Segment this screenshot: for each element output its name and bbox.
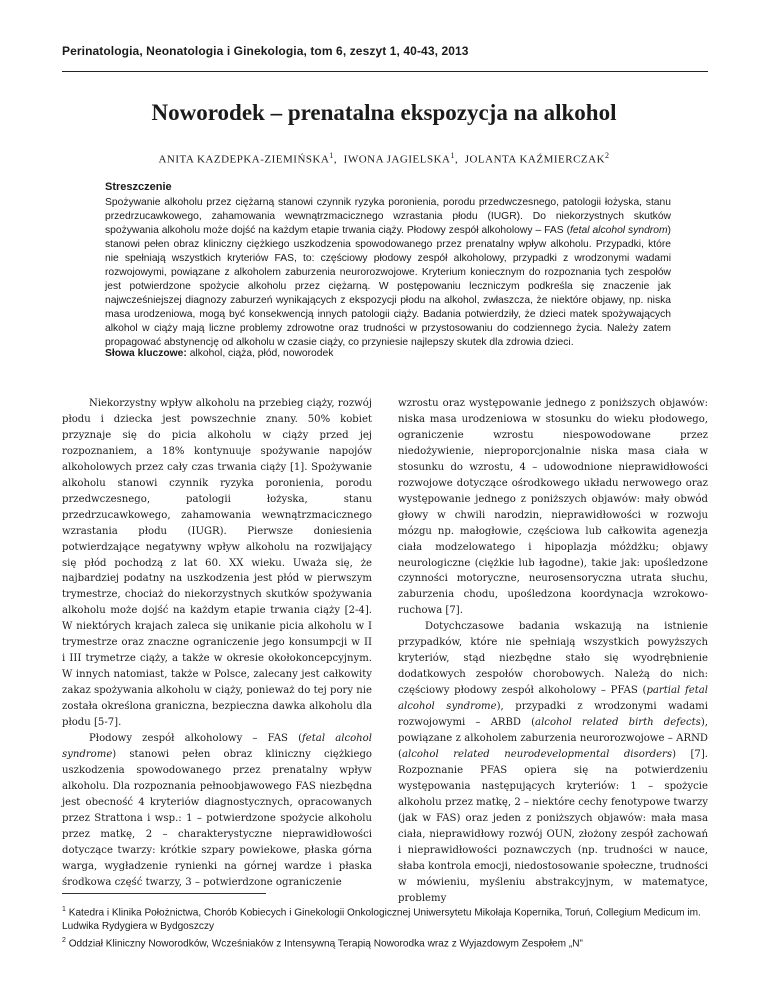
footnote-mark: 1 [62,906,66,913]
abstract-text-part: Spożywanie alkoholu przez ciężarną stanowi czynnik ryzyka poronienia, porodu przedwczesnego, patologii łożyska, stanu przedrzucawkowego, zahamowania wewnątrzmacicznego wzrastania płodu (IUGR). Do niekorzystnych skutków spożywania alkoholu może dojść na każdym etapie trwania ciąży. Płodowy zespół alkoholowy – FAS ( [105,197,671,236]
abstract-italic-term: fetal alcohol syndrom [570,225,668,236]
body-paragraph [398,619,708,906]
body-text-part: Dotychczasowe badania wskazują na istnienie przypadków, które nie spełniają wszystkich powyższych kryteriów, stąd niezbędne stało się wyodrębnienie dodatkowych zespołów chorobowych. Należą do nich: częściowy płodowy zespół alkoholowy – PFAS ( [398,621,708,697]
left-column [62,396,372,891]
body-paragraph: Niekorzystny wpływ alkoholu na przebieg ciąży, rozwój płodu i dziecka jest powszechnie znany. 50% kobiet przyznaje się do picia alkoholu w ciąży przed jej rozpoznaniem, a 18% kontynuuje spożywanie napojów alkoholowych przez cały czas trwania ciąży [1]. Spożywanie alkoholu stanowi czynnik ryzyka poronienia, porodu przedwczesnego, patologii łożyska, stanu przedrzucawkowego, zahamowania wewnątrzmacicznego wzrastania płodu (IUGR). Pierwsze doniesienia potwierdzające negatywny wpływ alkoholu na rozwijający się płód pochodzą z lat 60. XX wieku. Uważa się, że najbardziej podatny na uszkodzenia jest płód w pierwszym trymestrze, chociaż do niekorzystnych skutków spożywania alkoholu może dojść na każdym etapie trwania ciąży [2-4]. W niektórych krajach zaleca się unikanie picia alkoholu w I trymestrze oraz znaczne ograniczenie jego konsumpcji w II i III trymetrze ciąży, a także w okresie okołokoncepcyjnym. W innych natomiast, także w Polsce, zalecany jest całkowity zakaz spożywania alkoholu w ciąży, ponieważ do tej pory nie została określona graniczna, bezpieczna dawka alkoholu dla płodu [5-7]. [62,398,372,729]
keywords-text: alkohol, ciąża, płód, noworodek [186,348,334,359]
body-italic-term: alcohol related neurodevelopmental disorders [401,748,673,760]
body-text-part: ) [7]. Rozpoznanie PFAS opiera się na potwierdzeniu występowania następujących kryteriów: 1 – spożycie alkoholu przez matkę, 2 – niektóre cechy fenotypowe twarzy (jak w FAS) oraz jeden z poniższych objawów: mała masa ciała, nieprawidłowy rozwój OUN, złożony zespół zachowań i nieprawidłowości poznawczych (np. trudności w nauce, słaba kontrola emocji, niedostosowanie społeczne, trudności w mówieniu, myśleniu abstrakcyjnym, w matematyce, problemy [398,748,709,904]
body-italic-term: fetal alcohol syndrome [62,733,372,760]
footnote-rule [62,893,266,894]
footnote-2 [62,934,712,951]
right-column [398,396,708,907]
header-rule [62,71,708,72]
abstract-text-part: ) stanowi pełen obraz kliniczny ciężkiego uszkodzenia spowodowanego przez prenatalny wpływ alkoholu. Przypadki, które nie spełniają wszystkich kryteriów FAS, to: częściowy płodowy zespół alkoholowy, przypadki z wrodzonymi wadami rozwojowymi, powiązane z alkoholem zaburzenia neurorozwojowe. Kryterium koniecznym do rozpoznania tych zespołów jest potwierdzone spożycie alkoholu przez ciężarną. W postępowaniu leczniczym podkreśla się znaczenie jak najwcześniejszej diagnozy zaburzeń wynikających z ekspozycji płodu na alkohol, zwłaszcza, że niektóre objawy, np. niska masa urodzeniowa, mogą być konsekwencją innych patologii ciąży. Badania potwierdziły, że dzieci matek spożywających alkohol w ciąży mają liczne problemy zdrowotne oraz trudności w przystosowaniu do codziennego życia. Należy zatem propagować abstynencję od alkoholu w czasie ciąży, co przyniesie najlepszy skutek dla zdrowia dzieci. [105,225,671,348]
author-affiliation-mark: 1 [329,151,334,160]
body-text-part: ), powiązane z alkoholem zaburzenia neurorozwojowe – ARND ( [398,717,708,760]
body-paragraph: wzrostu oraz występowanie jednego z poniższych objawów: niska masa urodzeniowa w stosunku do wieku płodowego, ograniczenie wzrostu niespowodowane przez niedożywienie, nieproporcjonalnie niska masa ciała w stosunku do wzrostu, 4 – udowodnione nieprawidłowości rozwojowe dotyczące ośrodkowego układu nerwowego oraz występowanie jednego z poniższych objawów: mały obwód głowy w chwili narodzin, nieprawidłowości w rozwoju mózgu np. małogłowie, częściowa lub całkowita agenezja ciała modzelowatego i hipoplazja móżdżku; objawy neurologiczne (ciężkie lub łagodne), takie jak: upośledzone czynności motoryczne, neurosensoryczna utrata słuchu, zaburzenia chodu, upośledzona koordynacja wzrokowo-ruchowa [7]. [398,398,708,617]
article-title: Noworodek – prenatalna ekspozycja na alkohol [151,100,617,125]
body-text-part: ), przypadki z wrodzonymi wadami rozwojowymi – ARBD ( [398,701,708,729]
author-affiliation-mark: 2 [605,151,610,160]
body-italic-term: partial fetal alcohol syndrome [398,685,708,713]
footnote-text: Katedra i Klinika Położnictwa, Chorób Kobiecych i Ginekologii Onkologicznej Uniwersytetu Mikołaja Kopernika, Toruń, Collegium Medicum im. Ludwika Rydygiera w Bydgoszczy [62,907,701,933]
footnote-mark: 2 [62,937,66,944]
body-text-part: ) stanowi pełen obraz kliniczny ciężkiego uszkodzenia spowodowanego przez prenatalny wpływ alkoholu. Dla rozpoznania pełnoobjawowego FAS niezbędna jest obecność 4 kryteriów diagnostycznych, opracowanych przez Strattona i wsp.: 1 – potwierdzone spożycie alkoholu przez matkę, 2 – charakterystyczne nieprawidłowości dotyczące twarzy: krótkie szpary powiekowe, płaska górna warga, wygładzenie rynienki na górnej wardze i płaska środkowa część twarzy, 3 – potwierdzone ograniczenie [62,748,372,888]
abstract-heading: Streszczenie [105,181,172,193]
journal-header: Perinatologia, Neonatologia i Ginekologia, tom 6, zeszyt 1, 40-43, 2013 [62,44,469,58]
body-text-part: Płodowy zespół alkoholowy – FAS ( [89,733,303,745]
body-italic-term: alcohol related birth defects [535,717,701,729]
footnote-text: Oddział Kliniczny Noworodków, Wcześniaków z Intensywną Terapią Noworodka wraz z Wyjazdowym Zespołem „N” [65,938,583,950]
keywords-label: Słowa kluczowe: [105,348,187,359]
author-affiliation-mark: 1 [450,151,455,160]
body-paragraph [62,731,372,891]
author-name: IWONA JAGIELSKA [343,153,451,166]
keywords [105,348,333,359]
footnote-1 [62,903,712,934]
author-name: JOLANTA KAŹMIERCZAK [464,153,606,166]
author-name: ANITA KAZDEPKA-ZIEMIŃSKA [158,153,330,166]
abstract-text [105,196,671,350]
author-list: ANITA KAZDEPKA-ZIEMIŃSKA$^1$, IWONA JAGIELSKA$^1$, JOLANTA KAŹMIERCZAK$^2$ [158,151,610,166]
